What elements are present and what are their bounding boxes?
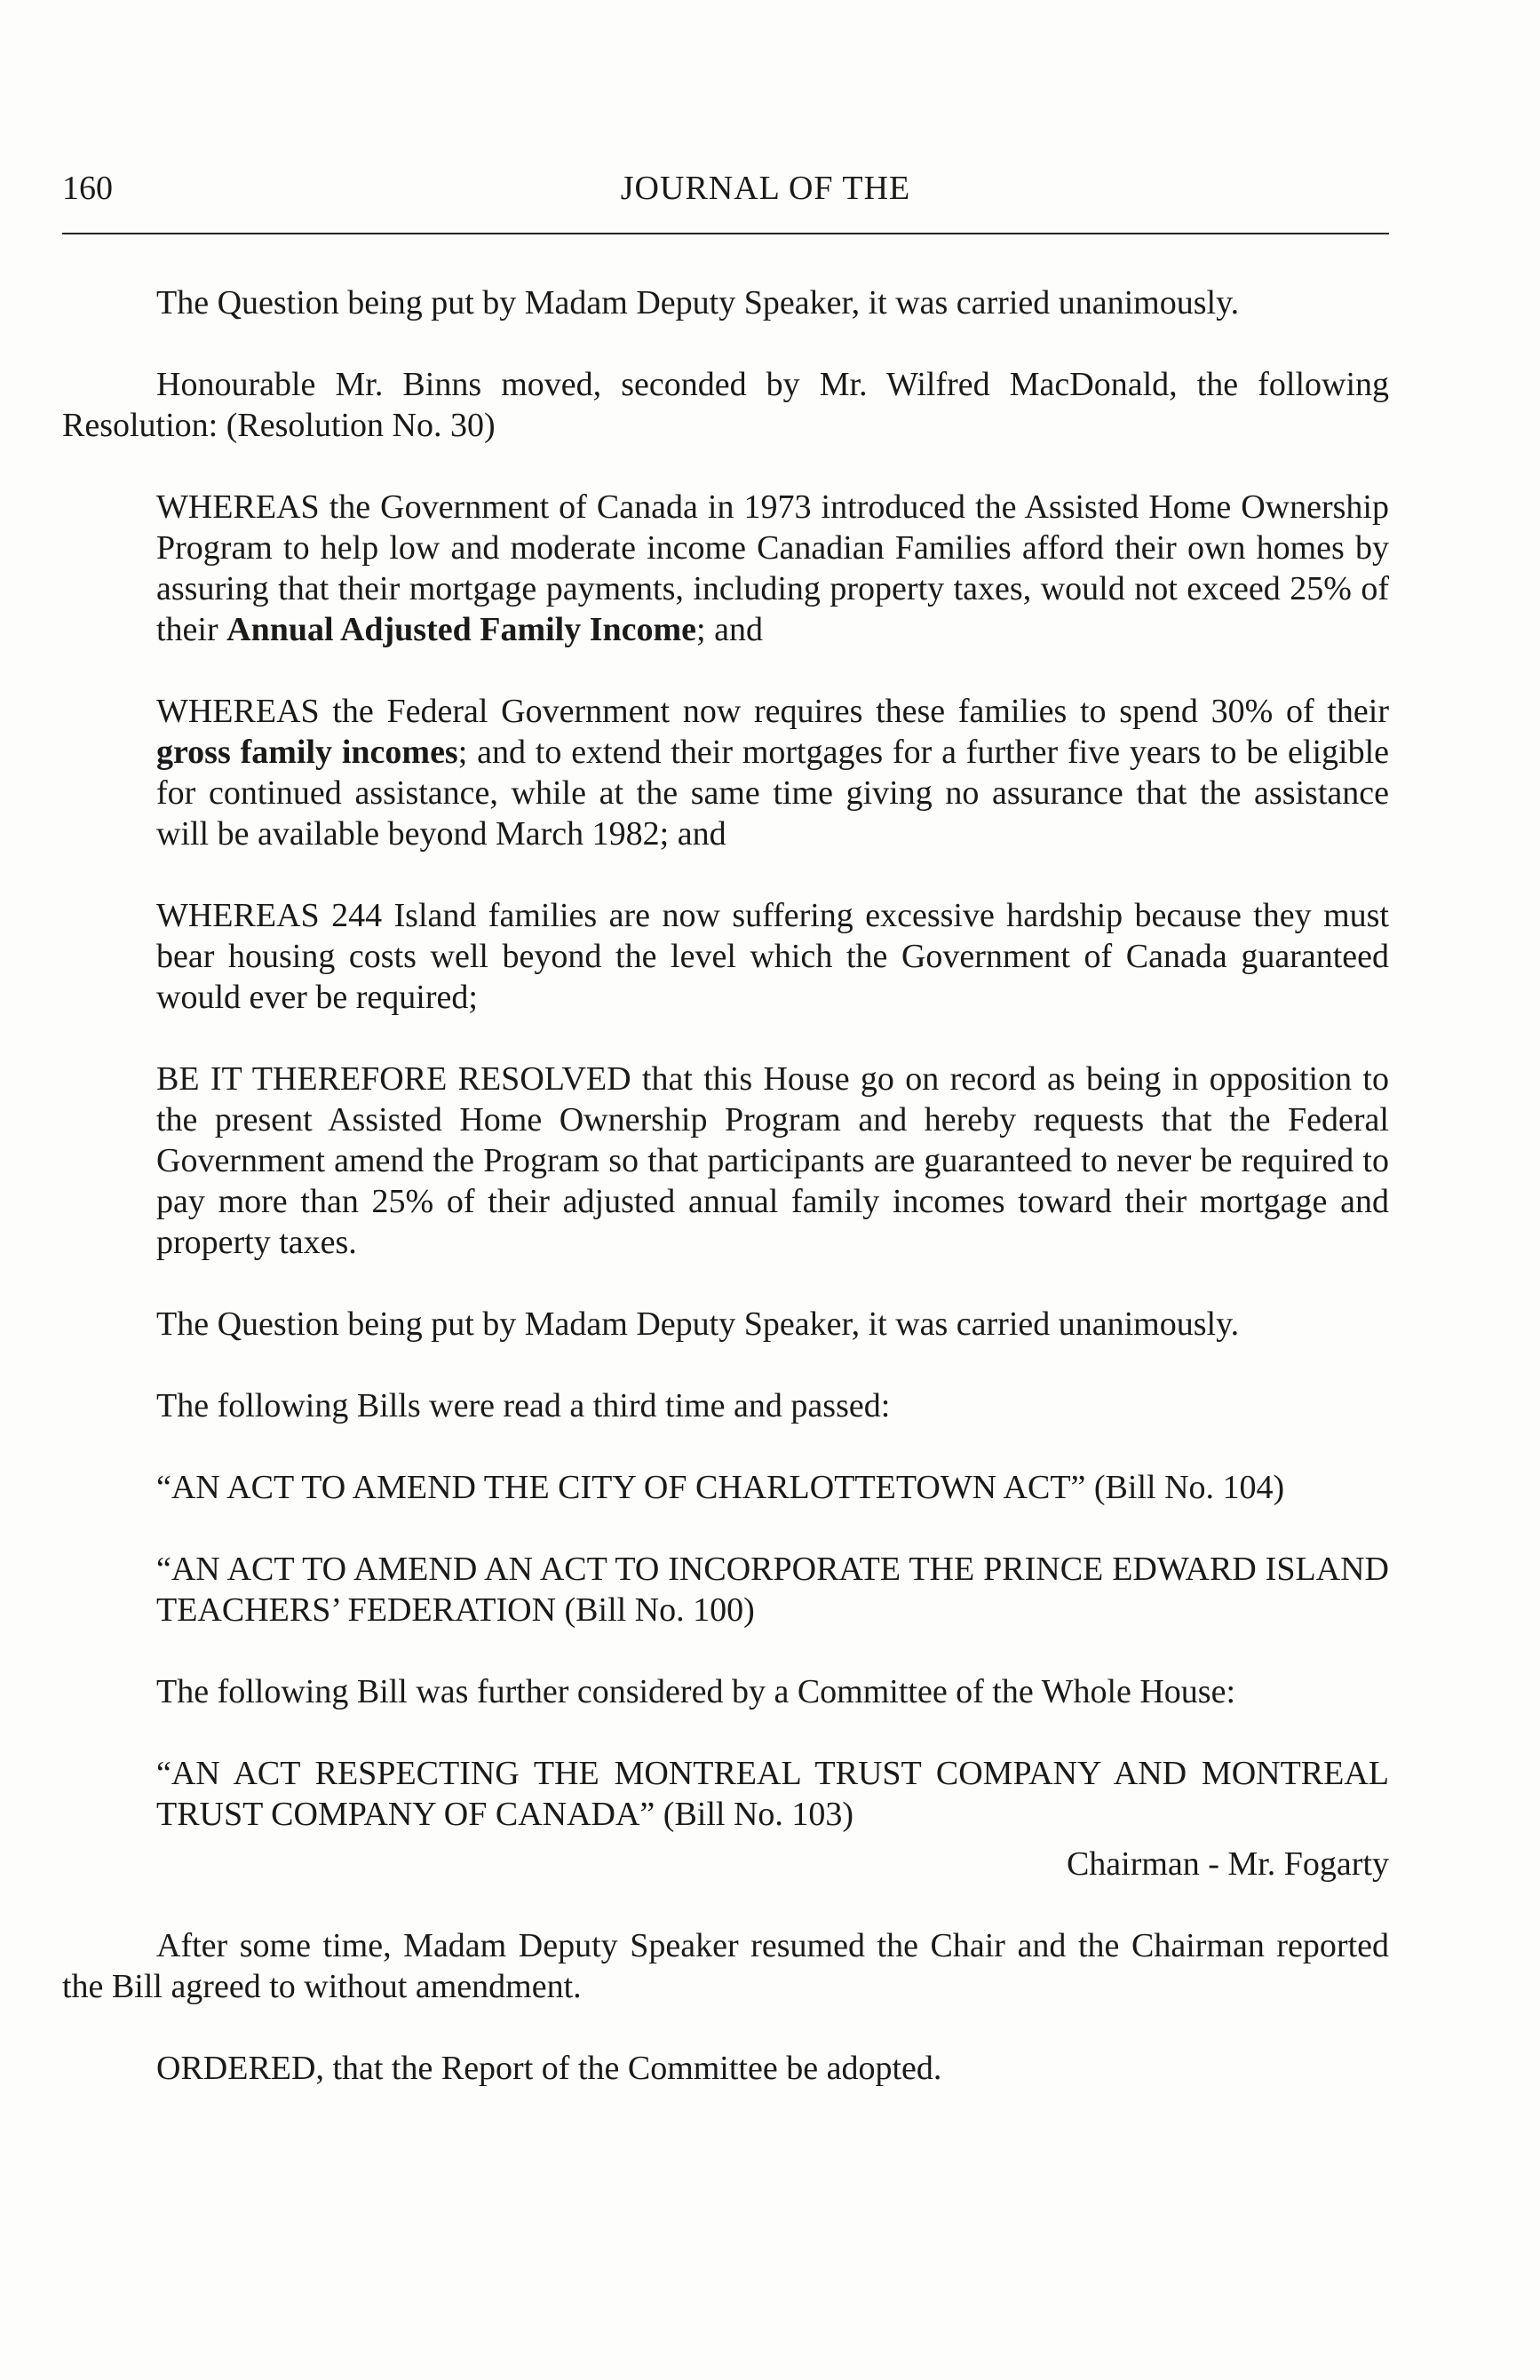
page-header <box>62 169 1389 222</box>
paragraph-question-carried-1: The Question being put by Madam Deputy Speaker, it was carried unanimously. <box>156 284 1240 321</box>
whereas-1-text: WHEREAS the Government of Canada in 1973 introduced the Assisted Home Ownership Program to help low and moderate income Canadian Families afford their own homes by assuring that their mortgage payments, including property taxes, would not exceed 25% of their <box>156 488 1389 648</box>
header-rule <box>62 233 1389 234</box>
paragraph-question-carried-2: The Question being put by Madam Deputy Speaker, it was carried unanimously. <box>156 1305 1240 1343</box>
whereas-clause-2 <box>156 691 1389 854</box>
resolved-clause: BE IT THEREFORE RESOLVED that this House go on record as being in opposition to the present Assisted Home Ownership Program and hereby requests that the Federal Government amend the Program so that participants are guaranteed to never be required to pay more than 25% of their adjusted annual family incomes toward their mortgage and property taxes. <box>156 1060 1389 1261</box>
bill-103-title: “AN ACT RESPECTING THE MONTREAL TRUST COMPANY AND MONTREAL TRUST COMPANY OF CANADA” (Bill No. 103) <box>156 1755 1389 1833</box>
whereas-2-emphasis: gross family incomes <box>156 734 458 771</box>
paragraph-ordered: ORDERED, that the Report of the Committee be adopted. <box>156 2050 942 2087</box>
whereas-2-end: ; and to extend their mortgages for a further five years to be eligible for continued assistance, while at the same time giving no assurance that the assistance will be available beyond March 1982; and <box>156 734 1390 853</box>
chairman-line: Chairman - Mr. Fogarty <box>1066 1845 1389 1883</box>
running-head: JOURNAL OF THE <box>620 170 911 207</box>
paragraph-bills-passed: The following Bills were read a third time and passed: <box>156 1387 891 1424</box>
whereas-2-text: WHEREAS the Federal Government now requires these families to spend 30% of their <box>156 693 1389 730</box>
bill-104-title: “AN ACT TO AMEND THE CITY OF CHARLOTTETOWN ACT” (Bill No. 104) <box>156 1469 1285 1506</box>
whereas-1-end: ; and <box>696 611 763 648</box>
whereas-clause-3: WHEREAS 244 Island families are now suffering excessive hardship because they must bear housing costs well beyond the level which the Government of Canada guaranteed would ever be required; <box>156 897 1389 1016</box>
paragraph-motion: Honourable Mr. Binns moved, seconded by Mr. Wilfred MacDonald, the following Resolution: (Resolution No. 30) <box>62 366 1389 444</box>
whereas-1-emphasis: Annual Adjusted Family Income <box>226 611 697 648</box>
body-text <box>62 282 1389 2130</box>
paragraph-speaker-resumed: After some time, Madam Deputy Speaker resumed the Chair and the Chairman reported the Bill agreed to without amendment. <box>62 1927 1389 2005</box>
bill-100-title: “AN ACT TO AMEND AN ACT TO INCORPORATE THE PRINCE EDWARD ISLAND TEACHERS’ FEDERATION (Bill No. 100) <box>156 1551 1389 1629</box>
whereas-clause-1 <box>156 487 1389 650</box>
page-number: 160 <box>62 170 113 207</box>
paragraph-committee: The following Bill was further considered by a Committee of the Whole House: <box>156 1673 1236 1710</box>
